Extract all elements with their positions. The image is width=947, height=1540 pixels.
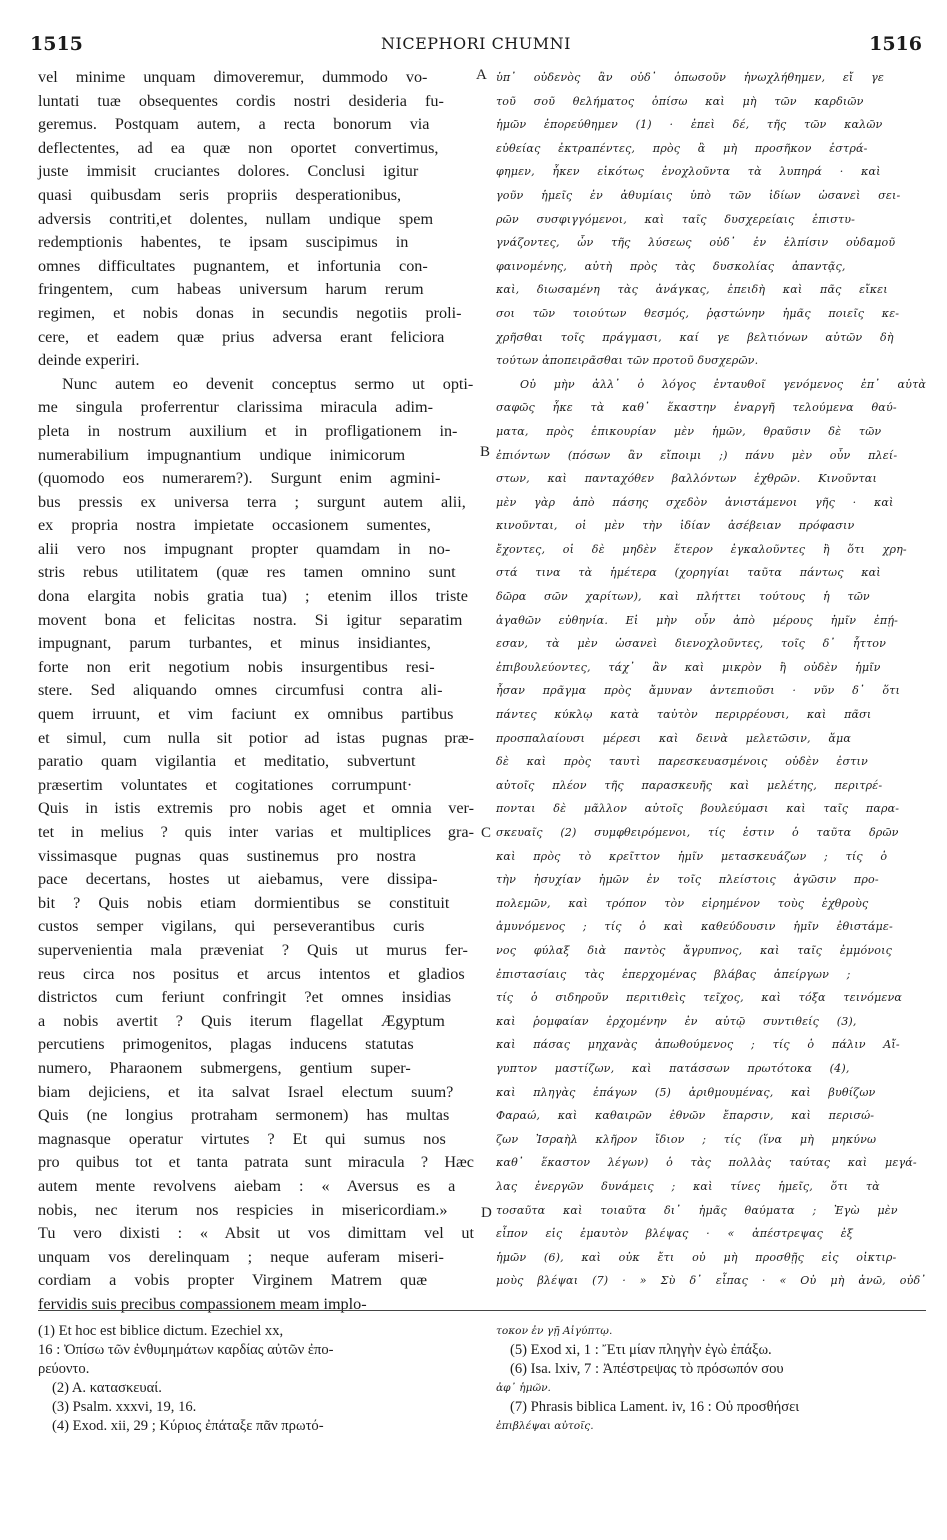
greek-text-line: σαφῶς ἧκε τὰ καθ᾽ ἕκαστην ἐναργῆ τελούμενα θαύ- — [496, 401, 897, 415]
text-line: cere, et eadem quæ prius adversa erant feliciora — [38, 327, 445, 346]
greek-text-line: ρῶν συσφιγγόμενοι, καὶ ταῖς δυσχερείαις ἐπιστυ- — [496, 212, 856, 226]
greek-text-line: πάντες κύκλῳ κατὰ ταὐτὸν περιρρέουσι, καὶ πᾶσι — [496, 708, 872, 722]
text-line: vel minime unquam dimoveremur, dummodo vo- — [38, 68, 428, 86]
greek-text-line: πολεμῶν, καὶ τρόπον τὸν εἰρημένον τοὺς ἐχθροὺς — [496, 896, 869, 910]
greek-text-line: μὲν γὰρ ἀπὸ πάσης σχεδὸν ἀνιστάμενοι γῆς · καὶ — [496, 495, 894, 509]
greek-text-line: ἦσαν πρᾶγμα πρὸς ἄμυναν ἀντεπιοῦσι · νῦν δ᾽ ὅτι — [496, 684, 900, 698]
running-title: NICEPHORI CHUMNI — [381, 34, 571, 53]
greek-text-line: γοῦν ἡμεῖς ἐν ἀθυμίαις ὑπὸ τῶν ἰδίων ὡσανεὶ σει- — [496, 188, 901, 202]
text-line: juste immisit cruciantes dolores. Conclusi igitur — [38, 162, 419, 181]
footnote-line: (6) Isa. lxiv, 7 : Ἀπέστρεψας τὸ πρόσωπόν σου — [510, 1361, 784, 1377]
footnote-line: (5) Exod xi, 1 : Ἔτι μίαν πληγὴν ἐγὼ ἐπάξω. — [510, 1342, 772, 1358]
section-marker-c: C — [481, 825, 492, 841]
greek-text-line: τοσαῦτα καὶ τοιαῦτα δι᾽ ἡμᾶς θαύματα ; Ἐγὼ μὲν — [496, 1203, 898, 1217]
footnote-line: (7) Phrasis biblica Lament. iv, 16 : Οὐ προσθήσει — [510, 1399, 800, 1415]
section-marker-d: D — [481, 1205, 492, 1221]
text-line: deinde experiri. — [38, 351, 140, 370]
text-line: ex propria nostra impietate occasionem sumentes, — [38, 516, 431, 535]
footnote-separator — [38, 1310, 926, 1311]
greek-text-line: πονται δὲ μᾶλλον αὐτοῖς βουλεύμασι καὶ ταῖς παρα- — [496, 802, 900, 816]
text-line: stris rebus utilitatem (quæ res tamen omnino sunt — [38, 563, 456, 582]
text-line: a nobis avertit ? Quis iterum flagellat Ægyptum — [38, 1011, 445, 1030]
footnote-line: 16 : Ὀπίσω τῶν ἐνθυμημάτων καρδίας αὐτῶν ἐπο- — [38, 1342, 334, 1358]
text-line: præsertim voluntates et cogitationes corrumpunt· — [38, 775, 413, 794]
greek-text-line: καὶ πάσας μηχανὰς ἀπωθούμενος ; τίς ὁ πάλιν Αἴ- — [496, 1038, 900, 1052]
text-line: Quis in istis extremis pro nobis aget et omnia ver- — [38, 799, 474, 818]
text-line: numero, Pharaonem submergens, gentium super- — [38, 1058, 411, 1077]
text-line: (quomodo eos numerarem?). Surgunt enim agmini- — [38, 469, 441, 488]
greek-text-line: ἐπιβουλεύοντες, τάχ᾽ ἂν καὶ μικρὸν ἢ οὐδὲν ἡμῖν — [496, 660, 881, 674]
greek-text-line: στά τινα τὰ ἡμέτερα (χορηγίαι ταῦτα πάντως καὶ — [496, 566, 881, 580]
footnote-line: (3) Psalm. xxxvi, 19, 16. — [52, 1399, 197, 1415]
greek-text-line: γνάζοντες, ὧν τῆς λύσεως οὐδ᾽ ἐν ἐλπίσιν οὐδαμοῦ — [496, 236, 896, 250]
greek-text-line: καὶ ῥομφαίαν ἐρχομένην ἐν αὐτῷ συντιθείς (3), — [496, 1014, 857, 1028]
greek-text-line: αὐτοῖς πλέον τῆς παρασκευῆς καὶ μελέτης, περιτρέ- — [496, 778, 883, 792]
greek-text-line: καθ᾽ ἕκαστον λέγων) ὁ τὰς πολλὰς ταύτας καὶ μεγά- — [496, 1156, 917, 1170]
text-line: supervenientia mala præveniat ? Quis ut murus fer- — [38, 940, 468, 959]
text-line: adversis contriti,et dolentes, nullam undique spem — [38, 209, 434, 228]
greek-text-line: φημεν, ἧκεν εἰκότως ἐνοχλοῦντα τὰ λυπηρά · καὶ — [496, 165, 881, 179]
section-marker-a: A — [476, 67, 487, 83]
text-line: Nunc autem eo devenit conceptus sermo ut opti- — [62, 374, 474, 393]
text-line: districtos cum feriunt confringit ?et omnes insidias — [38, 988, 452, 1007]
greek-text-line: εὐθείας ἐκτραπέντες, πρὸς ἃ μὴ προσῆκον ἐστρά- — [496, 141, 868, 155]
greek-text-line: ἀμυνόμενος ; τίς ὁ καὶ καθεύδουσιν ἡμῖν ἐθιστάμε- — [496, 920, 893, 934]
greek-text-line: κινοῦνται, οἱ μὲν τὴν ἰδίαν ἀσέβειαν πρόφασιν — [496, 519, 855, 533]
greek-text-line: σκευαῖς (2) συμφθειρόμενοι, τίς ἐστιν ὁ ταῦτα δρῶν — [496, 826, 899, 839]
footnote-line: (2) A. κατασκευαί. — [52, 1380, 162, 1396]
greek-text-line: τοῦ σοῦ θελήματος ὀπίσω καὶ μὴ τῶν καρδιῶν — [496, 94, 864, 108]
text-line: regimen, et nobis donas in secundis negotiis proli- — [38, 303, 462, 322]
greek-text-line: καὶ πρὸς τὸ κρεῖττον ἡμῖν μετασκευάζων ; τίς ὁ — [496, 849, 888, 863]
greek-text-line: ἐπιόντων (πόσων ἂν εἴποιμι ;) πάνυ μὲν οὖν πλεί- — [496, 448, 898, 462]
left-page-number: 1515 — [30, 33, 83, 55]
text-line: stere. Sed aliquando omnes circumfusi contra ali- — [38, 681, 443, 700]
text-line: quem irruunt, et vim faciunt ex omnibus partibus — [38, 705, 454, 724]
text-line: luntati tuæ obsequentes cordis nostri desideria fu- — [38, 91, 444, 110]
greek-text-line: στων, καὶ πανταχόθεν βαλλόντων ἐχθρῶν. Κινοῦνται — [496, 472, 877, 486]
greek-text-line: ἐπιστασίαις τὰς ἐπερχομένας βλάβας ἀπείργων ; — [496, 967, 851, 981]
text-line: percutiens primogenitos, plagas inducens statutas — [38, 1035, 414, 1054]
greek-text-line: νος φύλαξ διὰ παντὸς ἄγρυπνος, καὶ ταῖς ἐμμόνοις — [496, 943, 892, 957]
text-line: pace decertans, hostes ut aiebamus, vere dissipa- — [38, 870, 438, 889]
greek-text-line: ζων Ἰσραὴλ κλῆρον ἴδιον ; τίς (ἵνα μὴ μηκύνω — [496, 1132, 877, 1146]
text-line: forte non erit negotium nobis insurgentibus resi- — [38, 657, 435, 676]
greek-text-line: χρῆσθαι τοῖς πράγμασι, καί γε βελτιόνων αὐτῶν δὴ — [496, 330, 894, 344]
text-line: autem mente revolvens aiebam : « Aversus es a — [38, 1176, 456, 1195]
text-line: fringentem, cum habeas universum harum rerum — [38, 280, 424, 299]
greek-text-line: Φαραώ, καὶ καθαιρῶν ἐθνῶν ἔπαρσιν, καὶ περισώ- — [496, 1109, 875, 1123]
text-line: impugnant, parum turbantes, et minus insidiantes, — [38, 634, 431, 653]
text-line: quasi quibusdam seris propriis desperationibus, — [38, 185, 402, 204]
greek-text-line: ματα, πρὸς ἐπικουρίαν μὲν ἡμῶν, θραῦσιν δὲ τῶν — [496, 424, 882, 438]
text-line: vissimasque pugnas quas sustinemus pro nostra — [38, 846, 416, 865]
greek-text-line: προσπαλαίουσι μέρεσι καὶ δεινὰ μελετῶσιν, ἅμα — [496, 731, 852, 745]
footnote-line: (1) Et hoc est biblice dictum. Ezechiel xx, — [38, 1323, 284, 1339]
greek-text-line: εἶπον εἰς ἐμαυτὸν βλέψας · « ἀπέστρεψας ἐξ — [496, 1227, 853, 1241]
greek-text-line: καὶ πληγὰς ἐπάγων (5) ἀριθμουμένας, καὶ βυθίζων — [496, 1085, 876, 1099]
text-line: biam dejiciens, et ita salvat Israel electum suum? — [38, 1082, 454, 1101]
text-line: bus pressis ex universa terra ; surgunt autem alii, — [38, 492, 466, 511]
text-line: pro quibus tot et tanta patrata sunt miracula ? Hæc — [38, 1153, 474, 1172]
greek-text-line: ἡμῶν (6), καὶ οὐκ ἔτι οὐ μὴ προσθῇς εἰς οἰκτιρ- — [496, 1250, 897, 1264]
greek-text-line: τὴν ἡσυχίαν ἡμῶν ἐν τοῖς πλείστοις ἀγῶσιν προ- — [496, 873, 879, 887]
footnotes-left — [38, 1322, 474, 1436]
text-line: bit ? Quis nobis etiam dormientibus se constituit — [38, 893, 450, 912]
text-line: alii vero nos impugnant propter quamdam in no- — [38, 539, 451, 558]
footnotes-right — [496, 1322, 926, 1436]
greek-text-line: φαινομένης, αὐτὴ πρὸς τὰς δυσκολίας ἀπαντᾷς, — [496, 259, 846, 273]
section-marker-b: B — [480, 444, 491, 460]
text-line: magnasque operatur virtutes ? Et qui sumus nos — [38, 1129, 446, 1148]
greek-text-line: ὑπ᾽ οὐδενὸς ἂν οὐδ᾽ ὁπωσοῦν ἠνωχλήθημεν, εἴ γε — [496, 71, 884, 84]
greek-text-line: τίς ὁ σιδηροῦν περιτιθεὶς τεῖχος, καὶ τόξα τεινόμενα — [496, 991, 902, 1005]
greek-text-line: δὲ καὶ πρὸς ταυτὶ παρεσκευασμένοις οὐδὲν ἐστιν — [496, 755, 868, 769]
greek-text-line: Οὐ μὴν ἀλλ᾽ ὁ λόγος ἐνταυθοῖ γενόμενος ἐπ᾽ αὐτὰ — [520, 377, 926, 391]
text-line: unquam vos derelinquam ; neque auferam miseri- — [38, 1247, 444, 1266]
text-line: paratio quam vigilantia et meditatio, subvertunt — [38, 752, 416, 771]
greek-text-line: λας ἐνεργῶν δυνάμεις ; καὶ τίνες ἡμεῖς, ὅτι τὰ — [496, 1179, 880, 1193]
greek-text-line: ἔχοντες, οἱ δὲ μηδὲν ἕτερον ἐγκαλοῦντες ἢ ὅτι χρη- — [496, 542, 907, 556]
footnote-line: ἐπιβλέψαι αὐτοῖς. — [496, 1420, 594, 1432]
footnote-line: ρεύοντο. — [38, 1361, 90, 1377]
footnote-line: ἀφ᾽ ἡμῶν. — [496, 1382, 551, 1394]
latin-column — [38, 66, 474, 1313]
greek-text-line: εσαν, τὰ μὲν ὡσανεὶ διενοχλοῦντες, τοῖς δ᾽ ἧττον — [496, 637, 886, 651]
greek-text-line: ἀγαθῶν εὐθηνία. Εἰ μὴν οὖν ἀπὸ μέρους ἡμῖν ἐπῄ- — [496, 613, 899, 627]
text-line: et simul, cum nulla sit potior ad istas pugnas præ- — [38, 728, 474, 747]
text-line: me singula proferrentur clarissima miracula adim- — [38, 398, 433, 417]
text-line: fervidis suis precibus compassionem meam implo- — [38, 1294, 367, 1313]
greek-text-line: καὶ, διωσαμένη τὰς ἀνάγκας, ἐπειδὴ καὶ πᾶς εἴκει — [496, 283, 888, 297]
text-line: omnes difficultates pugnantem, et infortunia con- — [38, 256, 428, 275]
text-line: deflectentes, ad ea quæ non oportet convertimus, — [38, 138, 439, 157]
text-line: nobis, nec iterum nos respicies in misericordiam.» — [38, 1200, 448, 1219]
text-line: tet in melius ? quis inter varias et multiplices gra- — [38, 823, 474, 841]
greek-column — [496, 66, 926, 1301]
greek-text-line: σοι τῶν τοιούτων θεσμός, ῥᾳστώνην ἡμᾶς ποιεῖς κε- — [496, 306, 900, 320]
text-line: Quis (ne longius protraham sermonem) has multas — [38, 1106, 450, 1125]
greek-text-line: μοὺς βλέψαι (7) · » Σὺ δ᾽ εἶπας · « Οὐ μὴ ἀνῶ, οὐδ᾽ — [496, 1274, 926, 1288]
text-line: numerabilium impugnantium undique inimicorum — [38, 445, 406, 464]
greek-text-line: τούτων ἀποπειρᾶσθαι τῶν προτοῦ δυσχερῶν. — [496, 354, 759, 368]
text-line: redemptionis habentes, te ipsam suscipimus in — [38, 233, 409, 252]
page-header — [30, 33, 922, 59]
greek-text-line: ἡμῶν ἐπορεύθημεν (1) · ἐπεὶ δέ, τῆς τῶν καλῶν — [496, 118, 883, 132]
text-line: geremus. Postquam autem, a recta bonorum via — [38, 115, 430, 134]
text-line: cordiam a vobis propter Virginem Matrem quæ — [38, 1271, 428, 1290]
right-page-number: 1516 — [869, 33, 922, 55]
greek-text-line: δῶρα σῶν χαρίτων), καὶ πλήττει τούτους ἡ τῶν — [496, 590, 870, 604]
text-line: movent bona et felicitas nostra. Si igitur separatim — [38, 610, 463, 629]
greek-text-line: γυπτον μαστίζων, καὶ πατάσσων πρωτότοκα (4), — [496, 1061, 850, 1075]
footnote-line: τοκον ἐν γῇ Αἰγύπτῳ. — [496, 1325, 613, 1337]
footnote-line: (4) Exod. xii, 29 ; Κύριος ἐπάταξε πᾶν πρωτό- — [52, 1418, 324, 1434]
text-line: dona elargita nobis gratia tua) ; etenim illos triste — [38, 587, 468, 606]
text-line: custos semper vigilans, qui perseverantibus curis — [38, 917, 425, 936]
text-line: reus circa nos positus et arcus intentos et gladios — [38, 964, 465, 983]
text-line: Tu vero dixisti : « Absit ut vos dimittam vel ut — [38, 1224, 474, 1243]
text-line: pleta in nostrum auxilium et in profligationem in- — [38, 421, 458, 440]
